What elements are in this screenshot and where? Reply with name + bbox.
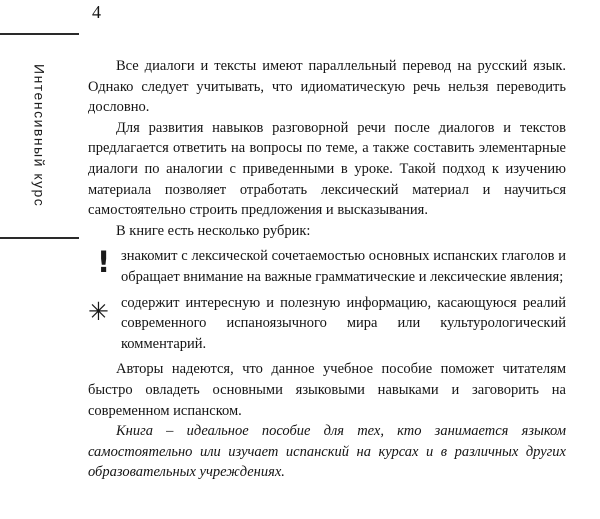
rubric-culture-text: содержит интересную и полезную информацию, касающуюся реалий современного испаноязычного мира или культурологический комментарий.	[121, 294, 566, 352]
paragraph-translation: Все диалоги и тексты имеют параллельный перевод на русский язык. Однако следует учитывать, что идиоматическую речь нельзя переводить дословно.	[88, 58, 566, 116]
star-icon: ✳	[88, 296, 109, 326]
paragraph-speaking-skills: Для развития навыков разговорной речи после диалогов и текстов предлагается ответить на вопросы по теме, а также составить элементарные диалоги по аналогии с приведенными в уроке. Такой подход к изучению материала позволяет отработать лексический материал и научиться самостоятельно строить предложения и высказывания.	[88, 119, 566, 219]
rubric-item-grammar	[88, 246, 566, 287]
paragraph-authors-hope: Авторы надеются, что данное учебное пособие поможет читателям быстро овладеть основными языковыми навыками и заговорить на современном испанском.	[88, 361, 566, 419]
paragraph-closing-italic: Книга – идеальное пособие для тех, кто занимается языком самостоятельно или изучает испанский на курсах и в различных других образовательных учреждениях.	[88, 423, 566, 481]
rubric-item-culture	[88, 293, 566, 355]
page-content	[88, 56, 566, 483]
exclamation-icon: !	[97, 245, 111, 280]
sidebar-course-label: Интенсивный курс	[31, 64, 48, 208]
page-number: 4	[92, 2, 101, 22]
sidebar-margin-strip	[0, 33, 79, 239]
paragraph-rubrics-intro: В книге есть несколько рубрик:	[116, 222, 311, 239]
rubric-grammar-text: знакомит с лексической сочетаемостью основных испанских глаголов и обращает внимание на важные грамматические и лексические явления;	[121, 248, 566, 285]
